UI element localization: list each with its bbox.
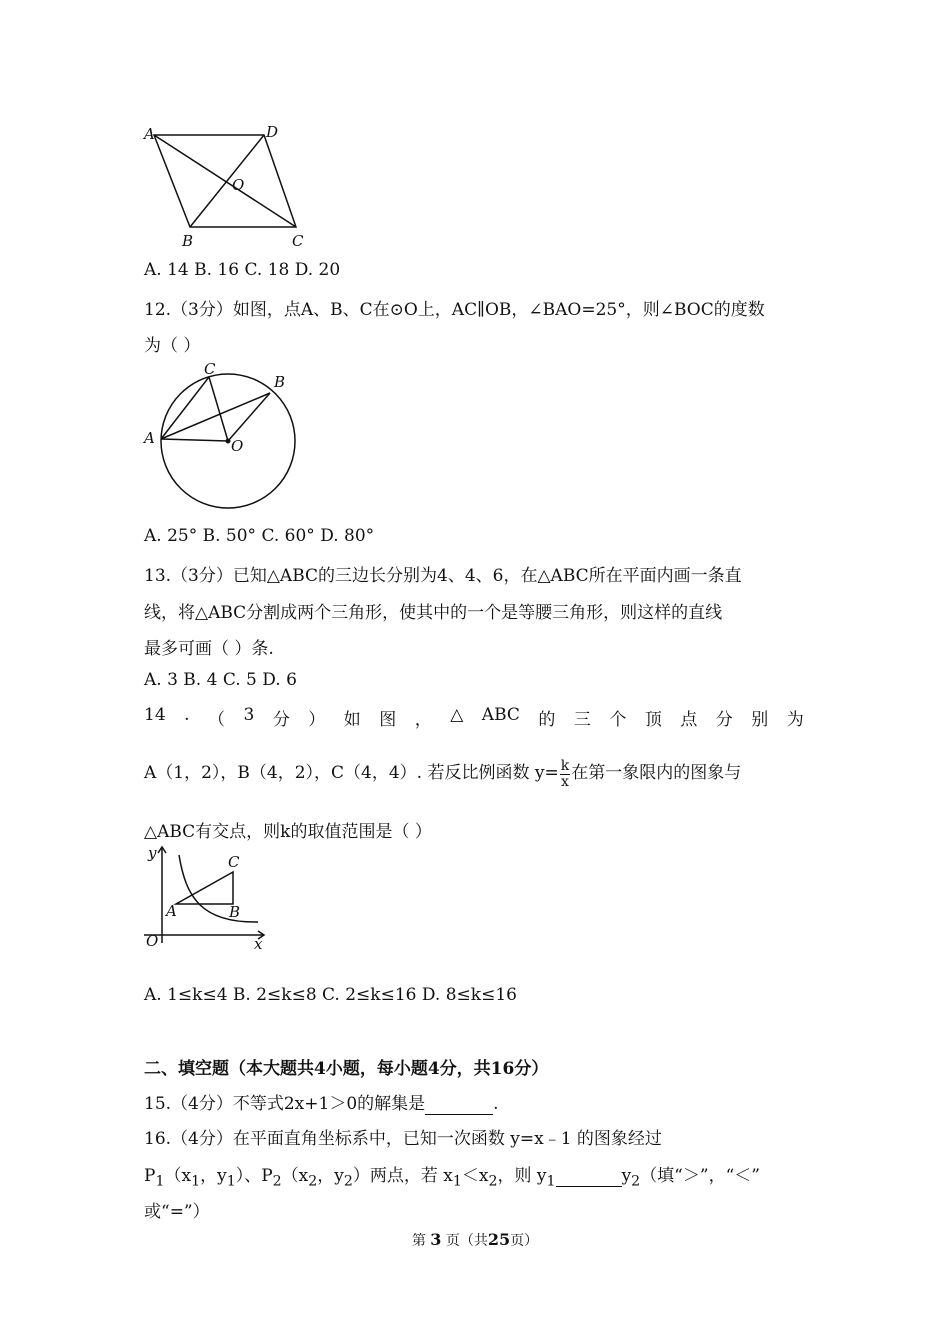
section-2-title: 二、填空题（本大题共4小题，每小题4分，共16分） (144, 1059, 549, 1079)
q16-line2: $P_1(x_1$，$y_1$）、$P_2(x_2$，$y_2$）两点，若 $x_1<x_2$，则 $y_1$ $y_2$（填“＞”，“＜” (144, 1166, 760, 1190)
label-B: B (229, 903, 241, 921)
label-B: B (274, 373, 286, 391)
q13-line1: 13.（3分）已知△ABC的三边长分别为4、4、6，在△ABC所在平面内画一条直 (144, 566, 742, 586)
q14-line1: 14 . （ 3 分 ） 如 图 ， △ ABC 的 三 个 顶 点 分 别 为 (144, 705, 804, 730)
page-total: 25 (487, 1230, 511, 1249)
q13-line3: 最多可画（ ）条. (144, 639, 274, 659)
label-A: A (166, 902, 177, 920)
q16-line3: 或“=”） (144, 1202, 210, 1222)
q12-line2: 为（ ） (144, 336, 201, 356)
label-C: C (228, 853, 240, 871)
label-D: D (266, 123, 279, 141)
page-number: 3 (430, 1230, 442, 1249)
q14-options: A. 1≤k≤4 B. 2≤k≤8 C. 2≤k≤16 D. 8≤k≤16 (144, 985, 517, 1005)
fraction-k-over-x: $\frac{k}{x}$ (560, 757, 570, 790)
page-footer: 第 3 页（共25页） (411, 1230, 539, 1249)
q15-answer-blank (425, 1094, 493, 1115)
q11-options: A. 14 B. 16 C. 18 D. 20 (144, 260, 341, 280)
q13-line2: 线，将△ABC分割成两个三角形，使其中的一个是等腰三角形，则这样的直线 (144, 603, 723, 623)
label-O: O (231, 437, 244, 455)
label-O: O (232, 176, 245, 194)
figure-circle (140, 360, 305, 515)
q16-line1: 16.（4分）在平面直角坐标系中，已知一次函数 y=x﹣1 的图象经过 (144, 1129, 662, 1149)
q12-line1: 12.（3分）如图，点A、B、C在⊙O上，AC∥OB，∠BAO=25°，则∠BOC的度数 (144, 300, 765, 320)
label-O: O (146, 932, 159, 950)
figure-coordinate-plane (140, 843, 270, 953)
label-A: A (144, 125, 155, 143)
q13-options: A. 3 B. 4 C. 5 D. 6 (144, 670, 297, 690)
figure-parallelogram (140, 120, 320, 255)
q14-line2: A（1，2），B（4，2），C（4，4）. 若反比例函数 y= $\frac{k}{x}$ 在第一象限内的图象与 (144, 757, 742, 790)
label-C: C (204, 360, 216, 378)
q16-answer-blank (556, 1166, 622, 1187)
label-A: A (144, 429, 155, 447)
label-B: B (182, 232, 194, 250)
q14-line3: △ABC有交点，则k的取值范围是（ ） (144, 822, 432, 842)
label-C: C (292, 232, 304, 250)
q12-options: A. 25° B. 50° C. 60° D. 80° (144, 526, 375, 546)
label-x: x (254, 935, 263, 953)
q15-text: 15.（4分）不等式2x+1＞0的解集是 . (144, 1094, 499, 1114)
label-y: y (148, 844, 157, 862)
